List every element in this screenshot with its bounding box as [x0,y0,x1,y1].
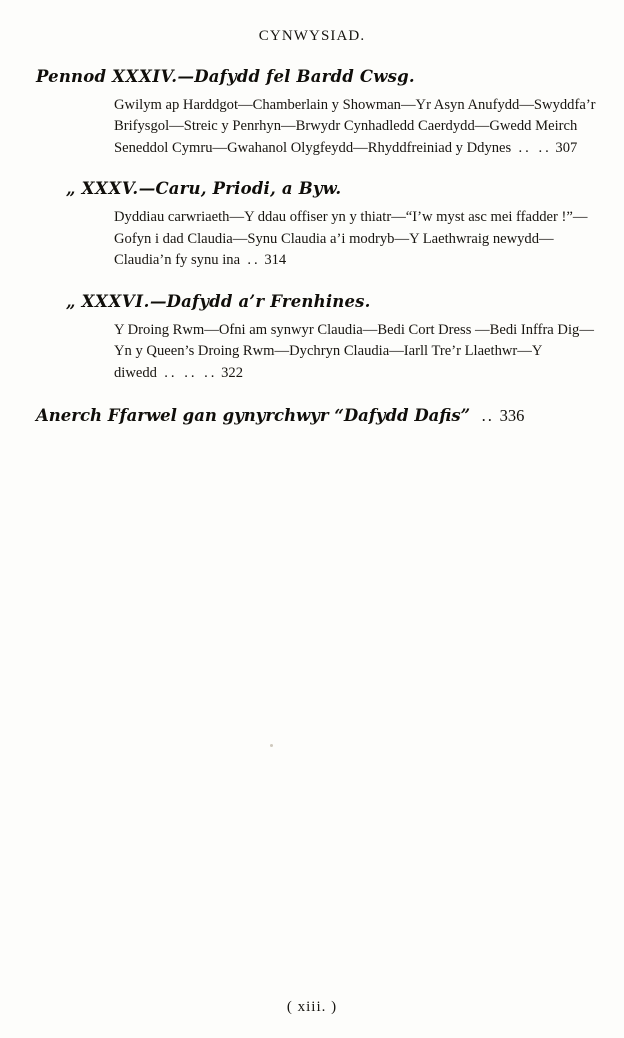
toc-entry-description-text: Y Droing Rwm—Ofni am synwyr Claudia—Bedi Cort Dress —Bedi Inffra Dig—Yn y Queen’s Droing Rwm—Dychryn Claudia—Iarll Tre’r Llaethwr—Y diwedd [114,321,594,381]
toc-entry-page: 307 [555,139,578,156]
toc-page [0,28,624,1038]
toc-entry-chapter-number: XXXV. [81,179,139,199]
toc-entry-leader: .. .. .. [164,364,218,381]
toc-entry-dash: — [138,179,156,199]
toc-entry-chapter-number: XXXVI. [81,291,150,311]
toc-entry-description [36,95,598,159]
toc-entry-name: Caru, Priodi, a Byw. [155,179,342,199]
toc-entry-chapter-number: XXXIV. [112,67,178,86]
toc-final-entry [36,406,598,426]
toc-entry-leader: .. [247,252,261,269]
toc-entry-title [36,292,598,311]
paper-speck [270,744,273,747]
toc-entry-description-text: Gwilym ap Harddgot—Chamberlain y Showman—Yr Asyn Anufydd—Swyddfa’r Brifysgol—Streic y Penrhyn—Brwydr Cynhadledd Caerdydd—Gwedd Meirch Seneddol Cymru—Gwahanol Olygfeydd—Rhyddfreiniad y Ddynes [114,97,596,156]
spacer [36,274,598,292]
toc-entry-prefix: „ [66,291,76,311]
toc-entry-title [36,179,598,198]
toc-final-entry-leader: .. [481,405,494,425]
folio: ( xiii. ) [286,999,338,1015]
table-of-contents [0,67,624,426]
toc-entry-name: Dafydd a’r Frenhines. [166,291,371,311]
toc-entry-description [36,207,598,271]
toc-entry-prefix: Pennod [36,67,107,86]
running-head: CYNWYSIAD. [258,28,366,44]
toc-entry-prefix: „ [66,179,76,199]
toc-entry [36,179,598,271]
toc-entry-page: 314 [264,252,287,269]
toc-entry-page: 322 [221,364,243,381]
toc-entry-title [36,67,598,86]
toc-entry-description-text: Dyddiau carwriaeth—Y ddau offiser yn y thiatr—“I’w myst asc mei ffadder !”—Gofyn i dad Claudia—Synu Claudia a’i modryb—Y Laethwraig newydd—Claudia’n fy synu ina [114,209,588,269]
toc-entry-name: Dafydd fel Bardd Cwsg. [194,67,415,86]
toc-entry-dash: — [177,67,195,86]
toc-entry [36,67,598,159]
toc-entry-dash: — [149,291,167,311]
toc-entry-description [36,320,598,384]
toc-entry [36,292,598,384]
toc-final-entry-title: Anerch Ffarwel gan gynyrchwyr “Dafydd Dafis” [36,405,471,425]
spacer [36,161,598,179]
toc-entry-leader: .. .. [518,139,552,156]
toc-final-entry-page: 336 [499,405,525,425]
